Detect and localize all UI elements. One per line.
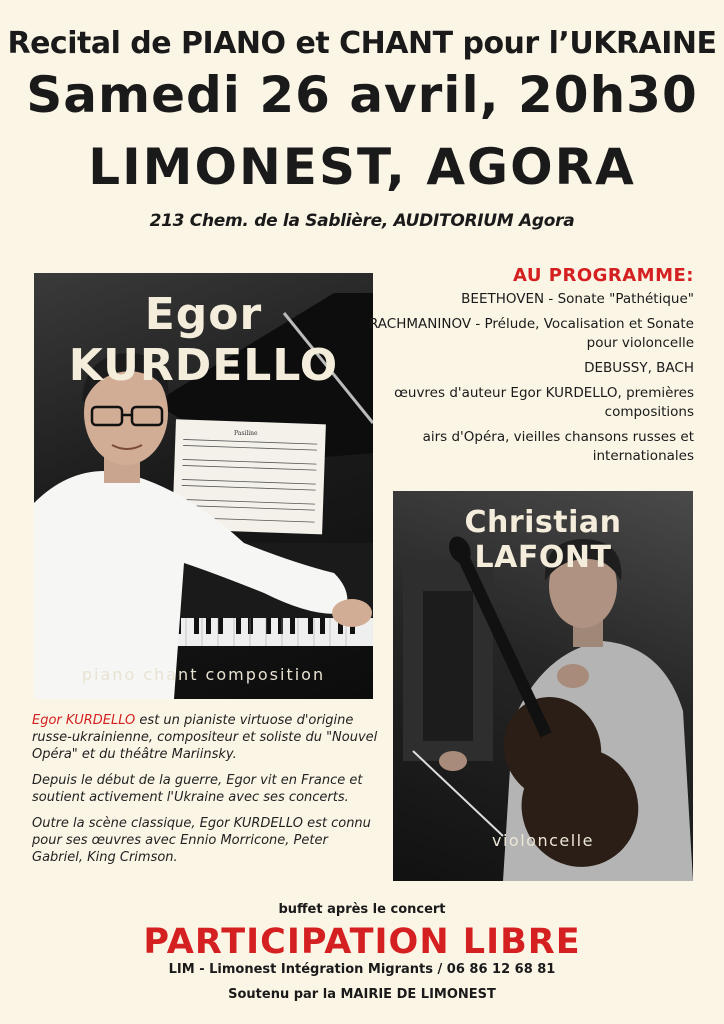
programme-item: DEBUSSY, BACH: [584, 360, 694, 376]
bio-artist-name: Egor KURDELLO: [32, 713, 136, 728]
event-address: 213 Chem. de la Sablière, AUDITORIUM Agora: [149, 211, 575, 231]
participation-libre: PARTICIPATION LIBRE: [143, 922, 581, 962]
artist-bio: [32, 712, 382, 875]
programme-item: airs d'Opéra, vieilles chansons russes et internationales: [422, 429, 694, 464]
photo-christian-lafont: [393, 491, 693, 881]
buffet-note: buffet après le concert: [278, 902, 446, 917]
bio-text: est un pianiste virtuose d'origine russe-ukrainienne, compositeur et soliste du "Nouvel Opéra" et du théâtre Mariinsky.: [32, 713, 378, 762]
bio-paragraph: Outre la scène classique, Egor KURDELLO est connu pour ses œuvres avec Ennio Morricone, Peter Gabriel, King Crimson.: [32, 816, 371, 865]
sheet-title: Pasiline: [234, 430, 258, 437]
programme-item: œuvres d'auteur Egor KURDELLO, premières compositions: [394, 385, 694, 420]
bio-paragraph: [32, 712, 382, 763]
programme-heading: AU PROGRAMME:: [513, 265, 694, 286]
programme-item: RACHMANINOV - Prélude, Vocalisation et Sonate pour violoncelle: [368, 316, 694, 351]
sponsor-note: Soutenu par la MAIRIE DE LIMONEST: [228, 987, 496, 1002]
programme: [354, 266, 694, 472]
photo-egor-kurdello: [34, 273, 373, 699]
organizer-contact: LIM - Limonest Intégration Migrants / 06 86 12 68 81: [168, 962, 556, 977]
event-location: LIMONEST, AGORA: [88, 138, 636, 196]
artist1-name: Egor KURDELLO: [68, 289, 339, 391]
artist2-name: Christian LAFONT: [464, 505, 622, 575]
event-subtitle: Recital de PIANO et CHANT pour l’UKRAINE: [7, 26, 717, 61]
bio-paragraph: Depuis le début de la guerre, Egor vit en France et soutient activement l'Ukraine avec ses concerts.: [32, 773, 363, 805]
artist2-caption: violoncelle: [492, 831, 594, 850]
artist1-caption: piano chant composition: [81, 665, 326, 684]
programme-item: BEETHOVEN - Sonate "Pathétique": [461, 291, 694, 307]
event-date: Samedi 26 avril, 20h30: [26, 66, 698, 124]
